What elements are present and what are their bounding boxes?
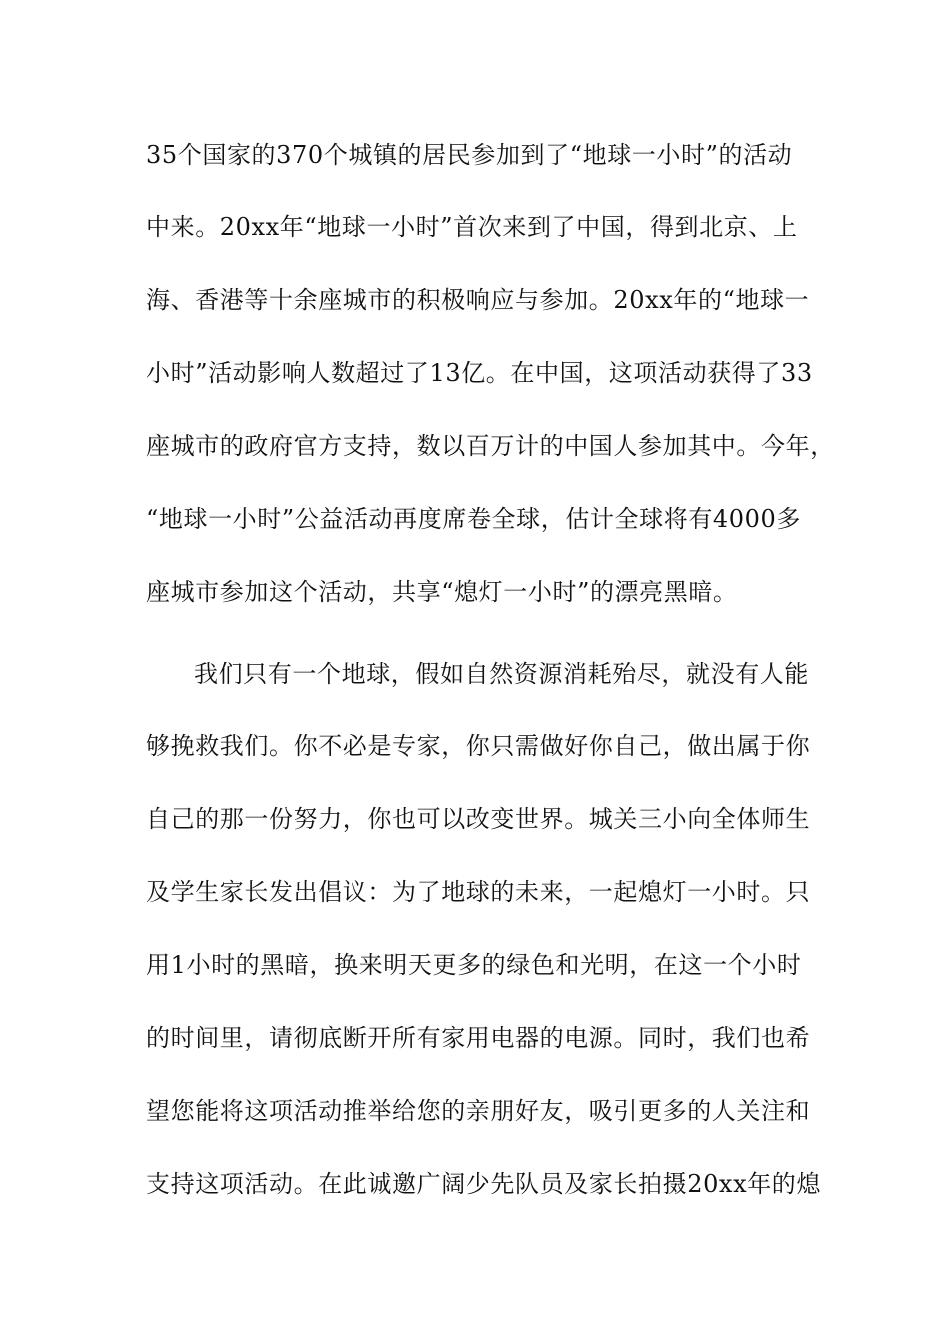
text-line-12: 用1小时的黑暗，换来明天更多的绿色和光明，在这一个小时 [146, 951, 802, 979]
text-line-9: 够挽救我们。你不必是专家，你只需做好你自己，做出属于你 [146, 732, 811, 760]
text-line-13: 的时间里，请彻底断开所有家用电器的电源。同时，我们也希 [146, 1024, 811, 1052]
text-line-10: 自己的那一份努力，你也可以改变世界。城关三小向全体师生 [146, 805, 811, 833]
text-line-7: 座城市参加这个活动，共享“熄灯一小时”的漂亮黑暗。 [146, 578, 738, 606]
text-line-6: “地球一小时”公益活动再度席卷全球，估计全球将有4000多 [146, 505, 802, 533]
text-line-4: 小时”活动影响人数超过了13亿。在中国，这项活动获得了33 [146, 359, 813, 387]
text-line-8: 我们只有一个地球，假如自然资源消耗殆尽，就没有人能 [194, 660, 809, 688]
text-line-15: 支持这项活动。在此诚邀广阔少先队员及家长拍摄20xx年的熄 [146, 1170, 822, 1198]
text-line-3: 海、香港等十余座城市的积极响应与参加。20xx年的“地球一 [146, 286, 810, 314]
text-line-2: 中来。20xx年“地球一小时”首次来到了中国，得到北京、上 [146, 213, 798, 241]
text-line-11: 及学生家长发出倡议：为了地球的未来，一起熄灯一小时。只 [146, 878, 811, 906]
text-line-5: 座城市的政府官方支持，数以百万计的中国人参加其中。今年， [146, 432, 835, 460]
text-line-14: 望您能将这项活动推举给您的亲朋好友，吸引更多的人关注和 [146, 1097, 811, 1125]
text-line-1: 35个国家的370个城镇的居民参加到了“地球一小时”的活动 [146, 141, 793, 169]
